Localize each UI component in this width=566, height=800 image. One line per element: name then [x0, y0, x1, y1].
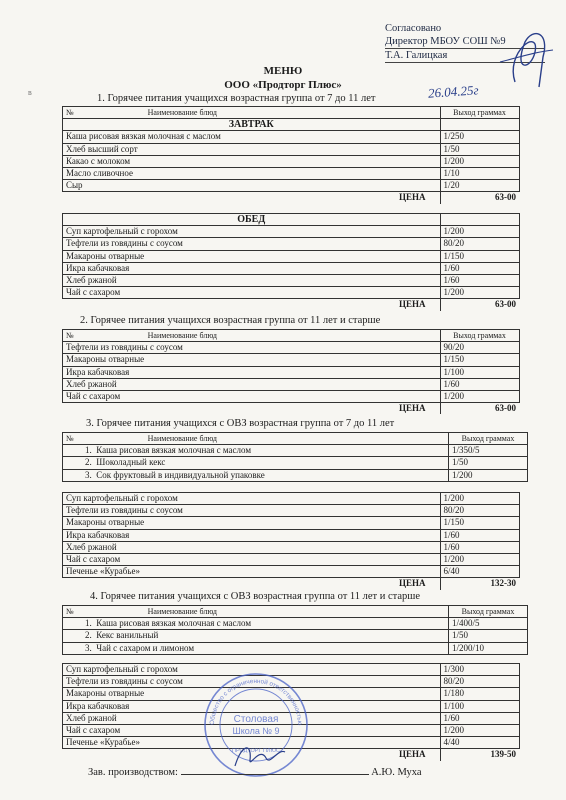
approval-date: 26.04.25г	[427, 82, 480, 101]
stamp-center-line2: Школа № 9	[232, 726, 280, 736]
price-label: ЦЕНА	[63, 578, 441, 590]
table-lunch	[62, 213, 520, 311]
table-row: Чай с сахаром 1/200	[63, 287, 520, 299]
section-2-title: 2. Горячее питания учащихся возрастная группа от 11 лет и старше	[80, 315, 381, 326]
approval-title: Согласовано	[385, 23, 442, 34]
header-yield: Выход граммах	[449, 606, 528, 618]
price-row	[63, 403, 520, 415]
breakfast-heading: ЗАВТРАК	[63, 119, 441, 131]
price-row	[63, 299, 520, 311]
table-row: Какао с молоком 1/200	[63, 155, 520, 167]
price-value: 132-30	[440, 578, 519, 590]
table-row: Тефтели из говядины с соусом 80/20	[63, 238, 520, 250]
table-row: Чай с сахаром 1/200	[63, 390, 520, 402]
approval-name: Т.А. Галицкая	[385, 49, 545, 63]
table-row: Каша рисовая вязкая молочная с маслом 1/250	[63, 131, 520, 143]
header-name: № Наименование блюд	[63, 107, 441, 119]
manager-signature	[230, 738, 290, 772]
header-yield: Выход граммах	[440, 330, 519, 342]
table-row: Макароны отварные 1/150	[63, 517, 520, 529]
header-yield: Выход граммах	[449, 433, 528, 445]
table-row: Хлеб ржаной 1/60	[63, 274, 520, 286]
table-row: Икра кабачковая 1/60	[63, 262, 520, 274]
price-value: 139-50	[440, 749, 519, 761]
table-row: Хлеб ржаной 1/60	[63, 378, 520, 390]
lunch-heading: ОБЕД	[63, 214, 441, 226]
stamp-outer-text: Общество с ограниченной ответственностью	[208, 677, 304, 726]
table-section-3-lunch	[62, 492, 520, 590]
table-row: Сыр 1/20	[63, 180, 520, 192]
footer-label: Зав. производством:	[88, 767, 178, 778]
table-row: Тефтели из говядины с соусом 80/20	[63, 505, 520, 517]
table-section-3	[62, 432, 528, 482]
table-header-row	[63, 606, 528, 618]
table-row: Макароны отварные 1/180	[63, 688, 520, 700]
table-row: Тефтели из говядины с соусом 80/20	[63, 676, 520, 688]
table-row: Икра кабачковая 1/100	[63, 366, 520, 378]
price-value: 63-00	[440, 192, 519, 204]
table-section-4	[62, 605, 528, 655]
price-label: ЦЕНА	[63, 403, 441, 415]
header-name: № Наименование блюд	[63, 433, 449, 445]
section-3-title: 3. Горячее питания учащихся с ОВЗ возрастная группа от 7 до 11 лет	[86, 418, 395, 429]
table-row: Масло сливочное 1/10	[63, 167, 520, 179]
table-row: 2. Кекс ванильный 1/50	[63, 630, 528, 642]
table-row: Суп картофельный с горохом 1/200	[63, 493, 520, 505]
company-name: ООО «Продторг Плюс»	[224, 79, 342, 91]
price-value: 63-00	[440, 403, 519, 415]
table-section-2	[62, 329, 520, 414]
table-row: Тефтели из говядины с соусом 90/20	[63, 342, 520, 354]
table-row: Чай с сахаром 1/200	[63, 724, 520, 736]
stamp-bottom-text: ПРОДТОРГ ПЛЮС	[232, 748, 280, 754]
price-label: ЦЕНА	[63, 749, 441, 761]
section-1-title: 1. Горячее питания учащихся возрастная группа от 7 до 11 лет	[97, 93, 376, 104]
table-row: Печенье «Курабье» 6/40	[63, 566, 520, 578]
table-row: Суп картофельный с горохом 1/200	[63, 226, 520, 238]
price-label: ЦЕНА	[63, 192, 441, 204]
stamp-center-line1: Столовая	[233, 714, 279, 725]
table-row: Суп картофельный с горохом 1/300	[63, 664, 520, 676]
table-row: 3. Сок фруктовый в индивидуальной упаковке 1/200	[63, 469, 528, 481]
table-row: 1. Каша рисовая вязкая молочная с маслом 1/400/5	[63, 618, 528, 630]
header-name: № Наименование блюд	[63, 330, 441, 342]
table-row: Хлеб ржаной 1/60	[63, 541, 520, 553]
section-4-title: 4. Горячее питания учащихся с ОВЗ возрастная группа от 11 лет и старше	[90, 591, 421, 602]
table-row: 2. Шоколадный кекс 1/50	[63, 457, 528, 469]
table-row: 3. Чай с сахаром и лимоном 1/200/10	[63, 642, 528, 654]
table-row: Хлеб ржаной 1/60	[63, 712, 520, 724]
price-value: 63-00	[440, 299, 519, 311]
table-row: Чай с сахаром 1/200	[63, 553, 520, 565]
page-title: МЕНЮ	[263, 65, 303, 77]
table-row: Макароны отварные 1/150	[63, 354, 520, 366]
table-row: Макароны отварные 1/150	[63, 250, 520, 262]
table-header-row	[63, 330, 520, 342]
table-row: Хлеб высший сорт 1/50	[63, 143, 520, 155]
table-row: Печенье «Курабье» 4/40	[63, 737, 520, 749]
table-row: Икра кабачковая 1/100	[63, 700, 520, 712]
table-row: 1. Каша рисовая вязкая молочная с маслом 1/350/5	[63, 445, 528, 457]
header-yield: Выход граммах	[440, 107, 519, 119]
table-header-row	[63, 433, 528, 445]
table-header-row	[63, 107, 520, 119]
table-section-1	[62, 106, 520, 204]
footer-name: А.Ю. Муха	[371, 767, 422, 778]
approval-position: Директор МБОУ СОШ №9	[385, 35, 545, 49]
price-row	[63, 192, 520, 204]
table-row: Икра кабачковая 1/60	[63, 529, 520, 541]
header-name: № Наименование блюд	[63, 606, 449, 618]
margin-mark: в	[28, 88, 32, 97]
price-label: ЦЕНА	[63, 299, 441, 311]
price-row	[63, 578, 520, 590]
